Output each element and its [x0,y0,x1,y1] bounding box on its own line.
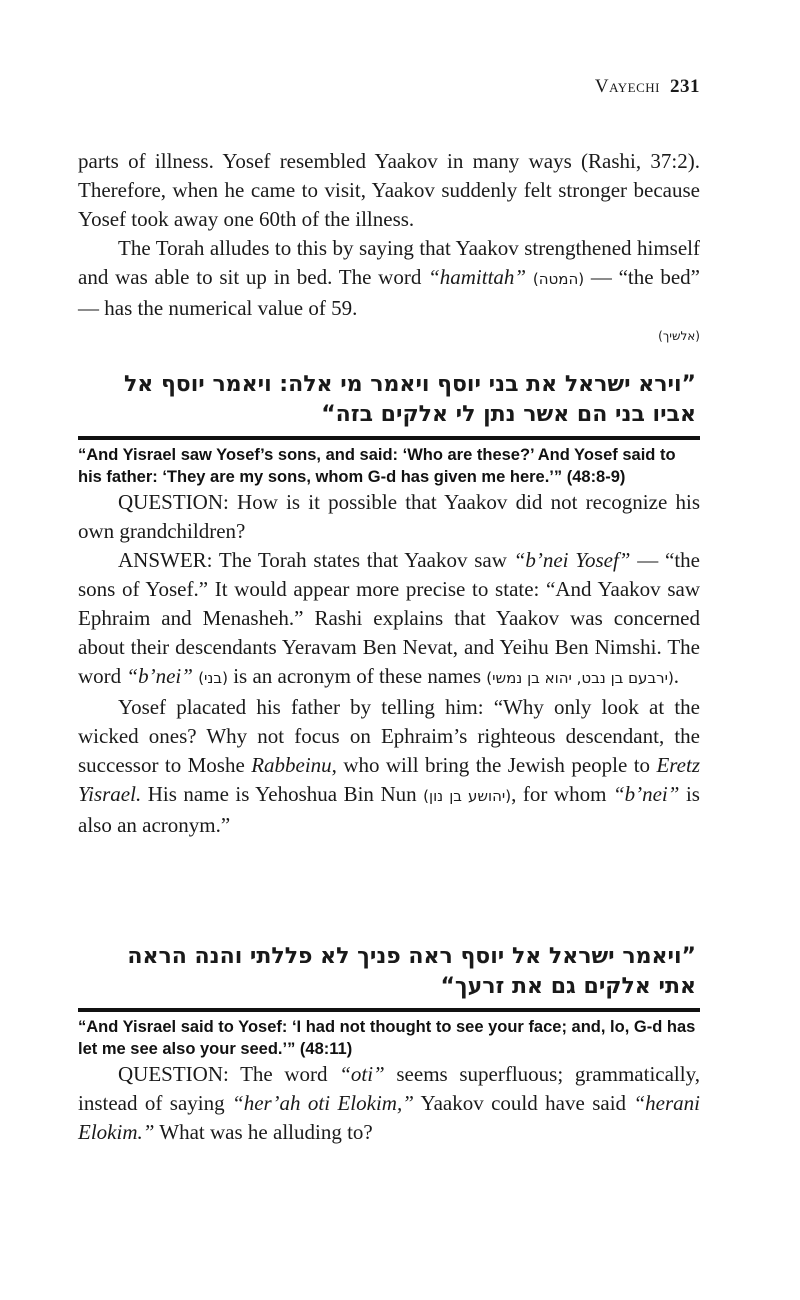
hebrew-yehoshua: (יהושע בן נון) [423,787,512,805]
para3-text-c: His name is Yehoshua Bin Nun [141,782,424,806]
section-title: Vayechi [594,76,660,97]
q2-text-c: Yaakov could have said [413,1091,634,1115]
intro-paragraph-2 [78,234,700,323]
q2-text-b: seems superfluous; grammatically, instead of saying [78,1062,700,1115]
intro-text-2a: The Torah alludes to this by saying that Yaakov strengthened himself and was able to sit up in bed. The word [78,236,700,289]
intro-block [78,147,700,343]
term-herani: “herani Elokim.” [78,1091,700,1144]
verse-hebrew-2: ”ויאמר ישראל אל יוסף ראה פניך לא פללתי והנה הראה אתי אלקים גם את זרעך“ [127,944,696,999]
para3-text-d: , for whom [511,782,613,806]
term-hamittah: “hamittah” [428,265,527,289]
term-oti: “oti” [339,1062,385,1086]
verse-english-2: “And Yisrael said to Yosef: ‘I had not thought to see your face; and, lo, G-d has let me see also your seed.’” (48:11) [78,1018,696,1058]
question-text-1: QUESTION: How is it possible that Yaakov did not recognize his own grandchildren? [78,490,700,543]
question-paragraph-1 [78,488,700,546]
para3-text-b: , who will bring the Jewish people to [331,753,657,777]
term-eretz-yisrael: Eretz Yisrael. [78,753,700,806]
term-bnei-2: “b’nei” [612,782,680,806]
q2-text-d: What was he alluding to? [154,1120,373,1144]
term-herah-oti: “her’ah oti Elokim,” [232,1091,414,1115]
verse-english-1: “And Yisrael saw Yosef’s sons, and said: ‘Who are these?’ And Yosef said to his father: ‘They are my sons, whom G-d has given me here.’” (48:8-9) [78,446,676,486]
answer-paragraph-2 [78,693,700,840]
page-number: 231 [670,76,700,97]
verse-hebrew-1: ”וירא ישראל את בני יוסף ויאמר מי אלה: ויאמר יוסף אל אביו בני הם אשר נתן לי אלקים בזה“ [123,372,696,427]
term-bnei-yosef: “b’nei Yosef” [513,548,631,572]
divider-rule-1 [78,436,700,440]
answer-text-d: . [673,664,680,688]
q2-text-a: QUESTION: The word [118,1062,340,1086]
term-bnei: “b’nei” [126,664,193,688]
hebrew-hamittah: (המטה) [532,270,585,288]
running-head [595,76,700,98]
hebrew-acronym-names: (ירבעם בן נבט, יהוא בן נמשי) [486,669,674,687]
section-1 [78,370,700,840]
question-paragraph-2 [78,1060,700,1147]
answer-text-c: is an acronym of these names [227,664,487,688]
term-rabbeinu: Rabbeinu [251,753,332,777]
para3-text-e: is also an acronym.” [78,782,700,837]
source-citation: (אלשיך) [658,329,700,343]
section-2 [78,942,700,1147]
intro-text-1: parts of illness. Yosef resembled Yaakov in many ways (Rashi, 37:2). Therefore, when he came to visit, Yaakov suddenly felt stronger because Yosef took away one 60th of the illness. [78,149,700,231]
answer-text-b: — “the sons of Yosef.” It would appear more precise to state: “And Yaakov saw Ephraim and Menasheh.” Rashi explains that Yaakov was concerned about their descendants Yeravam Ben Nevat, and Yeihu Ben Nimshi. The word [78,548,701,688]
answer-paragraph-1 [78,546,700,693]
answer-text-a: ANSWER: The Torah states that Yaakov saw [118,548,514,572]
divider-rule-2 [78,1008,700,1012]
intro-paragraph-1 [78,147,700,234]
para3-text-a: Yosef placated his father by telling him: “Why only look at the wicked ones? Why not focus on Ephraim’s righteous descendant, the successor to Moshe [78,695,700,777]
hebrew-bnei: (בני) [198,669,228,687]
intro-text-2b: — “the bed” — has the numerical value of 59. [78,265,700,320]
